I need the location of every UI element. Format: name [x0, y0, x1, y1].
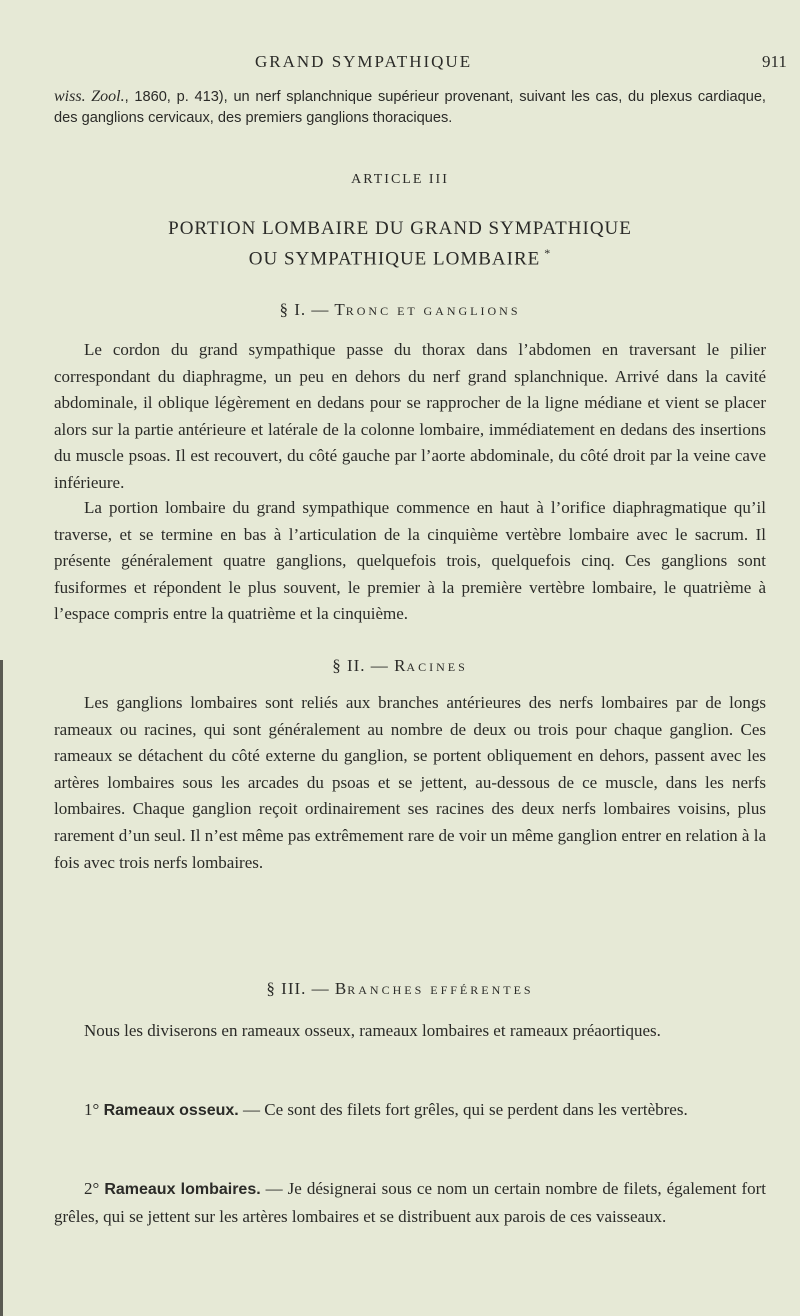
article-title-line-2: [0, 246, 800, 270]
section-title-rest: RANCHES EFFÉRENTES: [347, 983, 534, 997]
term-rameaux-osseux: Rameaux osseux.: [103, 1102, 239, 1119]
section-initial: B: [334, 979, 348, 998]
paragraph-rameaux-osseux: [54, 1097, 766, 1125]
paragraph-racines: Les ganglions lombaires sont reliés aux branches antérieures des nerfs lombaires par de longs rameaux ou racines, qui sont généralement au nombre de deux ou trois pour chaque ganglion. Ces rameaux se détachent du côté externe du ganglion, se portent obliquement en dehors, passent avec les artères lombaires sous les arcades du psoas et se jettent, au-dessous de ce muscle, dans les nerfs lombaires. Chaque ganglion reçoit ordinairement ses racines des deux nerfs lombaires voisins, plus rarement d’un seul. Il n’est même pas extrêmement rare de voir un même ganglion entrer en relation à la fois avec trois nerfs lombaires.: [54, 693, 766, 872]
article-title-line-2-text: OU SYMPATHIQUE LOMBAIRE: [248, 248, 541, 270]
page-number: 911: [762, 52, 787, 71]
continued-footnote: [54, 86, 766, 129]
item-text: — Je désignerai sous ce nom un certain nombre de filets, également fort grêles, qui se jettent sur les artères lombaires et se distribuent aux parois de ces vaisseaux.: [54, 1179, 767, 1226]
paragraph-portion-lombaire: La portion lombaire du grand sympathique commence en haut à l’orifice diaphragmatique qu’il traverse, et se termine en bas à l’articulation de la cinquième vertèbre lombaire avec le sacrum. Il présente généralement quatre ganglions, quelquefois trois, quelquefois cinq. Ces ganglions sont fusiformes et répondent le plus souvent, le premier à la première vertèbre lombaire, le quatrième à l’espace compris entre la quatrième et la cinquième.: [54, 498, 766, 624]
section-title-rest: RONC ET GANGLIONS: [345, 304, 521, 318]
article-label: ARTICLE III: [351, 172, 449, 187]
article-title-line-1: PORTION LOMBAIRE DU GRAND SYMPATHIQUE: [168, 218, 632, 239]
section-number: § I. —: [279, 300, 330, 319]
section-heading-1: [0, 300, 800, 320]
footnote-asterisk: *: [544, 246, 552, 260]
paragraph-cordon: Le cordon du grand sympathique passe du thorax dans l’abdomen en traversant le pilier correspondant du diaphragme, un peu en dehors du nerf grand splanchnique. Arrivé dans la cavité abdominale, il oblique légèrement en dedans pour se rapprocher de la ligne médiane et vient se placer alors sur la partie antérieure et latérale de la colonne lombaire, immédiatement en dedans des insertions du muscle psoas. Il est recouvert, du côté gauche par l’aorte abdominale, du côté droit par la veine cave inférieure.: [54, 340, 766, 492]
item-number: 1°: [84, 1100, 100, 1119]
item-text: — Ce sont des filets fort grêles, qui se perdent dans les vertèbres.: [238, 1100, 688, 1119]
term-rameaux-lombaires: Rameaux lombaires.: [104, 1181, 261, 1198]
running-head: [0, 52, 800, 74]
footnote-text: , 1860, p. 413), un nerf splanchnique supérieur provenant, suivant les cas, du plexus cardiaque, des ganglions cervicaux, des premiers ganglions thoraciques.: [54, 89, 766, 126]
paragraph-rameaux-lombaires: [54, 1176, 766, 1230]
page-edge-shadow: [0, 660, 3, 1316]
running-title: GRAND SYMPATHIQUE: [255, 52, 473, 71]
paragraph-division: Nous les diviserons en rameaux osseux, rameaux lombaires et rameaux préaortiques.: [84, 1021, 661, 1040]
footnote-italic-reference: wiss. Zool.: [54, 88, 125, 105]
section-title-rest: ACINES: [406, 660, 468, 674]
section-initial: T: [334, 300, 346, 319]
section-initial: R: [394, 656, 407, 675]
item-number: 2°: [84, 1179, 100, 1198]
section-heading-3: [0, 979, 800, 999]
section-number: § II. —: [332, 656, 389, 675]
section-number: § III. —: [266, 979, 330, 998]
section-heading-2: [0, 656, 800, 676]
